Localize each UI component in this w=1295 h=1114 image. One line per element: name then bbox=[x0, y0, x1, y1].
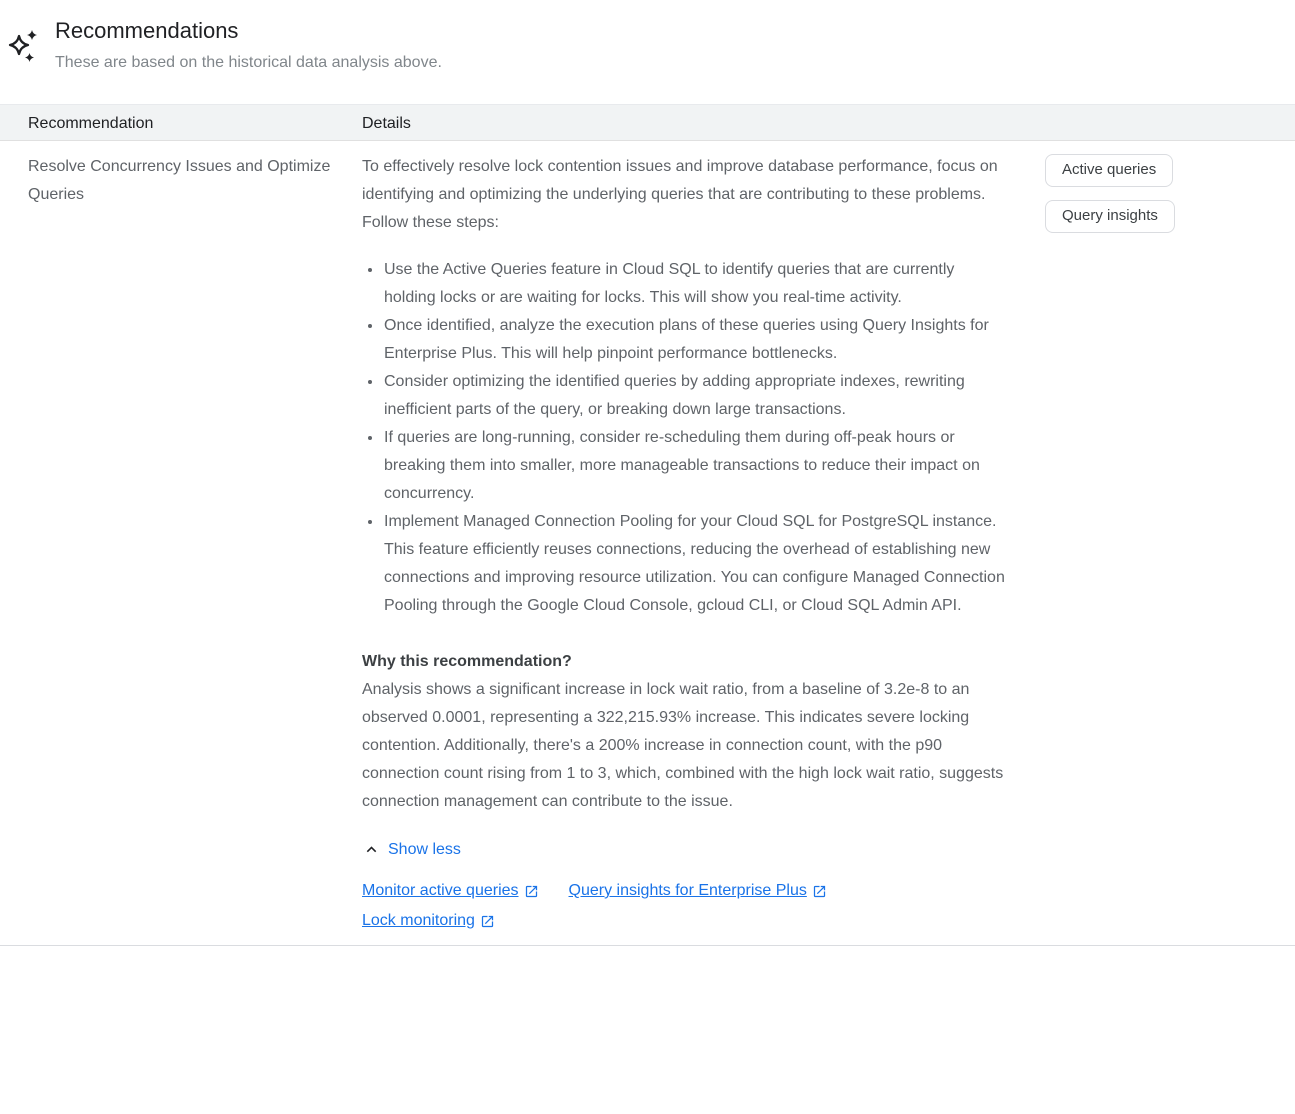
query-insights-chip[interactable]: Query insights bbox=[1045, 200, 1175, 233]
recommendation-details-cell bbox=[362, 153, 1045, 935]
list-item: • Consider optimizing the identified queries by adding appropriate indexes, rewriting inefficient parts of the query, or breaking down large transactions. bbox=[383, 368, 1009, 424]
list-item: • Once identified, analyze the execution plans of these queries using Query Insights for Enterprise Plus. This will help pinpoint performance bottlenecks. bbox=[383, 312, 1009, 368]
documentation-links bbox=[362, 877, 922, 935]
recommendations-table bbox=[0, 104, 1295, 946]
page-title: Recommendations bbox=[55, 18, 239, 43]
list-item: • Use the Active Queries feature in Cloud SQL to identify queries that are currently holding locks or are waiting for locks. This will show you real-time activity. bbox=[383, 256, 1009, 312]
link-label: Monitor active queries bbox=[362, 882, 519, 899]
list-item: • Implement Managed Connection Pooling for your Cloud SQL for PostgreSQL instance. This feature efficiently reuses connections, reducing the overhead of establishing new connections and improving resource utilization. You can configure Managed Connection Pooling through the Google Cloud Console, gcloud CLI, or Cloud SQL Admin API. bbox=[383, 508, 1009, 620]
link-monitor-active-queries[interactable] bbox=[362, 877, 539, 905]
show-less-label: Show less bbox=[388, 840, 461, 858]
show-less-button[interactable] bbox=[362, 840, 461, 859]
recommendation-title-cell: Resolve Concurrency Issues and Optimize Queries bbox=[28, 158, 331, 203]
link-lock-monitoring[interactable] bbox=[362, 907, 495, 935]
recommendations-header bbox=[0, 0, 1295, 76]
open-in-new-icon bbox=[524, 884, 539, 899]
open-in-new-icon bbox=[480, 914, 495, 929]
chevron-up-icon bbox=[362, 840, 381, 859]
column-header-recommendation: Recommendation bbox=[28, 115, 154, 132]
why-recommendation-heading: Why this recommendation? bbox=[362, 653, 572, 670]
recommendations-header-text bbox=[55, 16, 442, 76]
table-row bbox=[0, 141, 1295, 946]
table-header-row bbox=[0, 104, 1295, 141]
details-intro: To effectively resolve lock contention issues and improve database performance, focus on identifying and optimizing the underlying queries that are contributing to these problems. Follow these steps: bbox=[362, 158, 998, 231]
recommendation-actions-cell bbox=[1045, 153, 1295, 935]
link-label: Lock monitoring bbox=[362, 912, 475, 929]
why-recommendation-text: Analysis shows a significant increase in lock wait ratio, from a baseline of 3.2e-8 to an observed 0.0001, representing a 322,215.93% increase. This indicates severe locking contention. Additionally, there's a 200% increase in connection count, with the p90 connection count rising from 1 to 3, which, combined with the high lock wait ratio, suggests connection management can contribute to the issue. bbox=[362, 681, 1004, 810]
column-header-details: Details bbox=[362, 115, 411, 132]
active-queries-chip[interactable]: Active queries bbox=[1045, 154, 1173, 187]
link-label: Query insights for Enterprise Plus bbox=[568, 882, 807, 899]
gemini-sparkle-icon bbox=[8, 29, 55, 63]
link-query-insights-enterprise-plus[interactable] bbox=[569, 877, 827, 905]
list-item: • If queries are long-running, consider re-scheduling them during off-peak hours or breaking them into smaller, more manageable transactions to reduce their impact on concurrency. bbox=[383, 424, 1009, 508]
open-in-new-icon bbox=[812, 884, 827, 899]
details-bullet-list bbox=[362, 256, 1009, 620]
page-subtitle: These are based on the historical data analysis above. bbox=[55, 54, 442, 71]
